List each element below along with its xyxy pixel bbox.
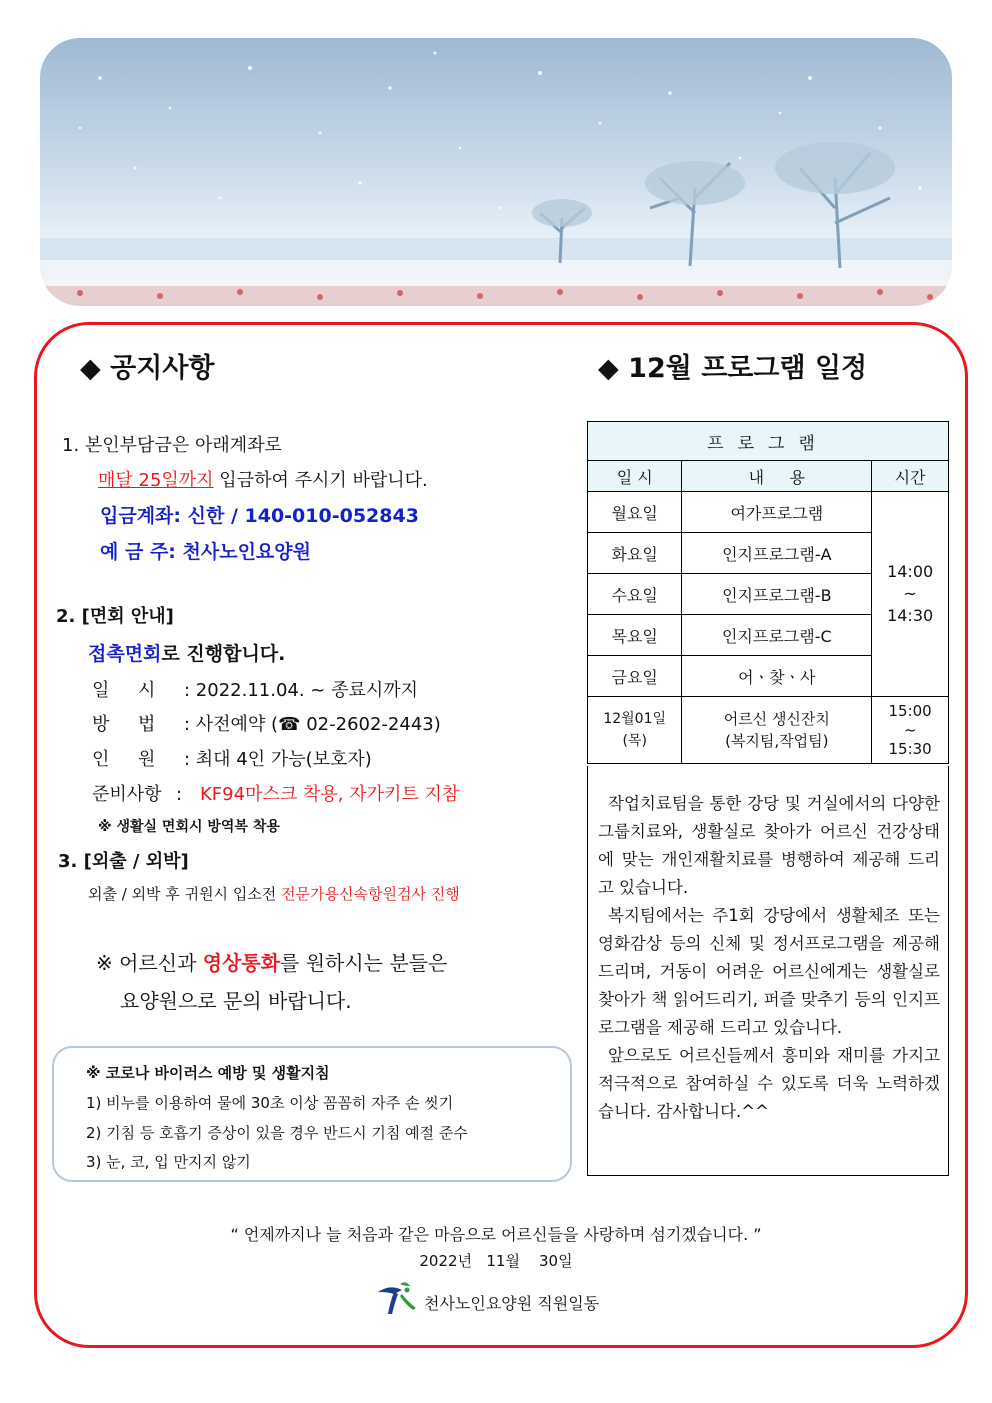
special-event-row xyxy=(588,697,949,764)
corona-item-1: 1) 비누를 이용하여 물에 30초 이상 꼼꼼히 자주 손 씻기 xyxy=(86,1094,454,1112)
visit-people-value: : 최대 4인 가능(보호자) xyxy=(184,749,372,770)
payment-deadline-rest: 입금하여 주시기 바랍니다. xyxy=(213,470,428,491)
visit-booking-value: : 사전예약 (☎ 02-2602-2443) xyxy=(184,714,441,735)
visit-people-label: 인 원 xyxy=(92,749,156,770)
description-paragraph: 복지팀에서는 주1회 강당에서 생활체조 또는 영화감상 등의 신체 및 정서프로그램을 제공해 드리며, 거동이 어려운 어르신에게는 생활실로 찾아가 책 읽어드리기, 퍼즐 맞추기 등의 인지프로그램을 제공해 드리고 있습니다. xyxy=(598,906,940,1037)
row-day: 화요일 xyxy=(588,533,682,574)
weekly-time-sep: ~ xyxy=(903,584,917,603)
row-day: 금요일 xyxy=(588,656,682,697)
special-time-end: 15:30 xyxy=(888,739,932,758)
video-call-line1 xyxy=(96,947,447,976)
header-time: 시간 xyxy=(872,461,949,492)
bank-account: 입금계좌: 신한 / 140-010-052843 xyxy=(100,505,419,527)
weekly-time-end: 14:30 xyxy=(887,606,934,625)
visit-prep-label: 준비사항 xyxy=(92,784,162,805)
row-day: 수요일 xyxy=(588,574,682,615)
visit-booking-label: 방 법 xyxy=(92,714,156,735)
special-time-start: 15:00 xyxy=(888,701,932,720)
footer-date: 2022년 11월 30일 xyxy=(419,1252,573,1270)
org-logo-icon xyxy=(376,1280,418,1316)
video-call-suffix: 를 원하시는 분들은 xyxy=(280,951,448,975)
header-content: 내 용 xyxy=(682,461,872,492)
visit-prep-row xyxy=(92,780,459,806)
weekly-time-cell xyxy=(872,492,949,697)
special-date-cell xyxy=(588,697,682,764)
account-holder: 예 금 주: 천사노인요양원 xyxy=(100,541,311,563)
program-title: ◆ 12월 프로그램 일정 xyxy=(598,353,868,384)
row-content: 어ㆍ찾ㆍ사 xyxy=(682,656,872,697)
special-content: 어르신 생신잔치 xyxy=(723,710,830,728)
outing-heading: 3. [외출 / 외박] xyxy=(58,851,189,872)
program-description xyxy=(587,766,949,1176)
corona-item-2: 2) 기침 등 호흡기 증상이 있을 경우 반드시 기침 예절 준수 xyxy=(86,1124,468,1142)
special-weekday: (목) xyxy=(622,733,647,749)
corona-item-3: 3) 눈, 코, 입 만지지 않기 xyxy=(86,1153,251,1171)
notice-item1-line2 xyxy=(98,466,428,492)
row-content: 인지프로그램-A xyxy=(682,533,872,574)
corona-title: ※ 코로나 바이러스 예방 및 생활지침 xyxy=(86,1064,330,1082)
outing-test-note: 전문가용신속항원검사 진행 xyxy=(281,885,460,903)
notice-item1-line1: 1. 본인부담금은 아래계좌로 xyxy=(62,435,282,456)
row-content: 인지프로그램-B xyxy=(682,574,872,615)
footer-quote: “ 언제까지나 늘 처음과 같은 마음으로 어르신들을 사랑하며 섬기겠습니다. ” xyxy=(230,1225,762,1244)
video-call-highlight: 영상통화 xyxy=(202,951,281,975)
special-date: 12월01일 xyxy=(603,711,667,727)
description-paragraph: 작업치료팀을 통한 강당 및 거실에서의 다양한 그룹치료와, 생활실로 찾아가 어르신 건강상태에 맞는 개인재활치료를 병행하여 제공해 드리고 있습니다. xyxy=(598,794,940,897)
special-time-cell xyxy=(872,697,949,764)
special-content-cell xyxy=(682,697,872,764)
payment-deadline: 매달 25일까지 xyxy=(98,470,214,491)
visit-date-row xyxy=(92,676,418,702)
program-schedule-table xyxy=(587,421,949,764)
visit-people-row xyxy=(92,745,372,771)
notice-title: ◆ 공지사항 xyxy=(80,353,215,384)
footer-org: 천사노인요양원 직원일동 xyxy=(424,1294,600,1313)
visit-prep-colon: : xyxy=(176,784,183,805)
program-table-title: 프로그램 xyxy=(588,422,949,461)
contact-visit-word: 접촉면회 xyxy=(88,643,162,665)
winter-scene-illustration xyxy=(40,38,952,306)
special-teams: (복지팀,작업팀) xyxy=(725,732,829,750)
description-paragraph: 앞으로도 어르신들께서 흥미와 재미를 가지고 적극적으로 참여하실 수 있도록 더욱 노력하겠습니다. 감사합니다.^^ xyxy=(598,1046,940,1121)
weekly-time-start: 14:00 xyxy=(887,562,934,581)
row-day: 목요일 xyxy=(588,615,682,656)
visit-date-value: : 2022.11.04. ~ 종료시까지 xyxy=(184,680,419,701)
special-time-sep: ~ xyxy=(903,720,917,739)
row-day: 월요일 xyxy=(588,492,682,533)
header-date: 일 시 xyxy=(588,461,682,492)
outing-line xyxy=(88,883,460,904)
row-content: 여가프로그램 xyxy=(682,492,872,533)
visit-heading: 2. [면회 안내] xyxy=(56,606,174,627)
video-call-line2: 요양원으로 문의 바랍니다. xyxy=(120,989,352,1013)
contact-visit-rest: 로 진행합니다. xyxy=(161,643,286,665)
org-logo xyxy=(376,1280,418,1320)
visit-booking-row xyxy=(92,710,441,736)
visit-method-line xyxy=(88,639,285,666)
row-content: 인지프로그램-C xyxy=(682,615,872,656)
visit-date-label: 일 시 xyxy=(92,680,156,701)
outing-line-prefix: 외출 / 외박 후 귀원시 입소전 xyxy=(88,885,282,903)
visit-note: ※ 생활실 면회시 방역복 착용 xyxy=(98,819,280,835)
table-row xyxy=(588,492,949,533)
video-call-prefix: ※ 어르신과 xyxy=(96,951,203,975)
winter-banner-image xyxy=(40,38,952,306)
visit-prep-value: KF94마스크 착용, 자가키트 지참 xyxy=(200,784,460,805)
